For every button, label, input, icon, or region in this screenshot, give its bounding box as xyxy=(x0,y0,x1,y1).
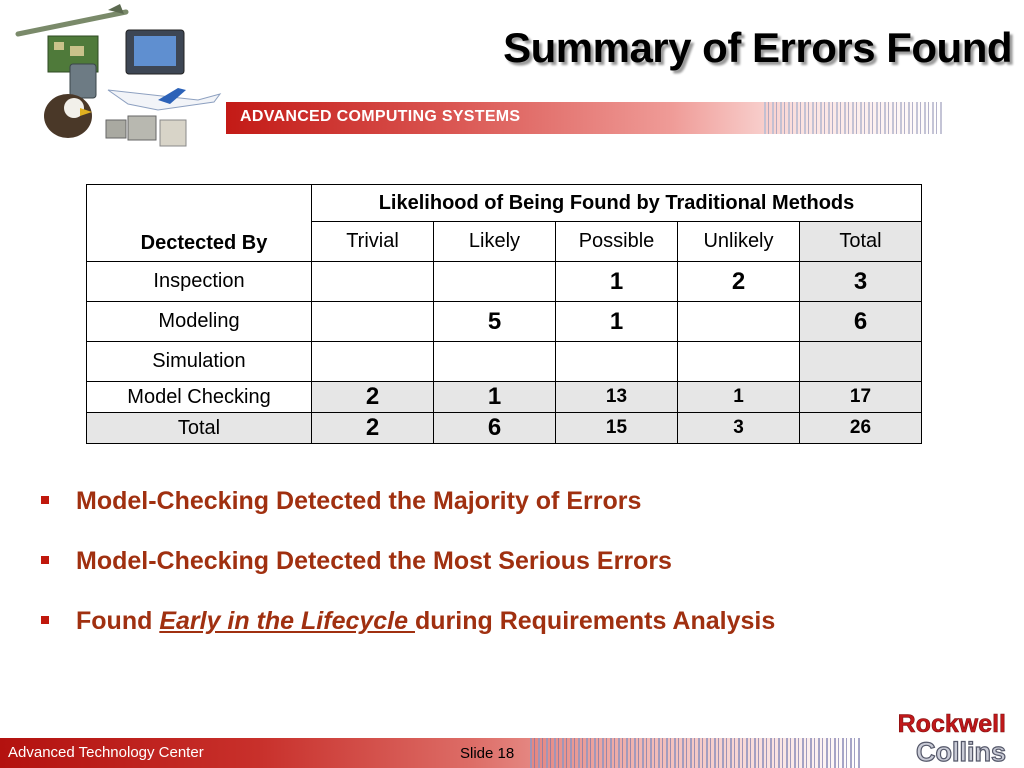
row-label: Simulation xyxy=(87,342,312,382)
footer-label: Advanced Technology Center xyxy=(8,744,204,761)
table-cell: 5 xyxy=(434,302,556,342)
column-header: Possible xyxy=(556,222,678,262)
section-banner xyxy=(226,102,944,134)
table-cell: 3 xyxy=(800,262,922,302)
rockwell-collins-logo xyxy=(848,708,1008,766)
table-cell xyxy=(678,302,800,342)
bullet-text: Model-Checking Detected the Most Serious Errors xyxy=(76,547,672,575)
table-cell: 6 xyxy=(434,413,556,444)
list-item xyxy=(38,544,775,604)
slide-number: Slide 18 xyxy=(460,745,515,762)
table-cell: 2 xyxy=(678,262,800,302)
table-cell xyxy=(434,262,556,302)
logo-line-2: Collins xyxy=(915,737,1006,766)
table-cell xyxy=(312,302,434,342)
bullet-list xyxy=(38,484,775,664)
banner-text: ADVANCED COMPUTING SYSTEMS xyxy=(240,108,521,125)
list-item xyxy=(38,604,775,664)
list-item xyxy=(38,484,775,544)
row-label: Modeling xyxy=(87,302,312,342)
table-cell: 2 xyxy=(312,382,434,413)
table-cell xyxy=(800,342,922,382)
table-cell: 13 xyxy=(556,382,678,413)
bullet-text: Model-Checking Detected the Majority of Errors xyxy=(76,487,642,515)
table-cell: 2 xyxy=(312,413,434,444)
row-header-label: Dectected By xyxy=(87,185,312,262)
banner-stripes xyxy=(764,102,944,134)
column-header: Trivial xyxy=(312,222,434,262)
errors-table xyxy=(86,184,922,444)
table-cell: 26 xyxy=(800,413,922,444)
square-bullet-icon xyxy=(41,616,49,624)
table-cell xyxy=(312,262,434,302)
table-cell: 3 xyxy=(678,413,800,444)
row-label: Total xyxy=(87,413,312,444)
square-bullet-icon xyxy=(41,556,49,564)
footer-bar xyxy=(0,738,860,768)
table-cell: 15 xyxy=(556,413,678,444)
table-cell xyxy=(678,342,800,382)
row-label: Model Checking xyxy=(87,382,312,413)
column-header: Unlikely xyxy=(678,222,800,262)
column-header: Total xyxy=(800,222,922,262)
table-cell: 1 xyxy=(556,262,678,302)
table-cell: 1 xyxy=(434,382,556,413)
row-label: Inspection xyxy=(87,262,312,302)
table-cell xyxy=(434,342,556,382)
table-cell xyxy=(556,342,678,382)
logo-line-1: Rockwell xyxy=(897,710,1006,738)
bullet-prefix: Found xyxy=(76,607,160,635)
table-cell xyxy=(312,342,434,382)
table-cell: 1 xyxy=(556,302,678,342)
square-bullet-icon xyxy=(41,496,49,504)
collage-image xyxy=(8,4,228,154)
table-cell: 1 xyxy=(678,382,800,413)
column-header: Likely xyxy=(434,222,556,262)
table-cell: 6 xyxy=(800,302,922,342)
group-header: Likelihood of Being Found by Traditional Methods xyxy=(312,185,922,222)
table-cell: 17 xyxy=(800,382,922,413)
footer-stripes xyxy=(530,738,860,768)
bullet-emphasis: Early in the Lifecycle xyxy=(159,607,415,635)
bullet-suffix: during Requirements Analysis xyxy=(414,607,776,635)
slide-title: Summary of Errors Found xyxy=(503,24,1012,71)
